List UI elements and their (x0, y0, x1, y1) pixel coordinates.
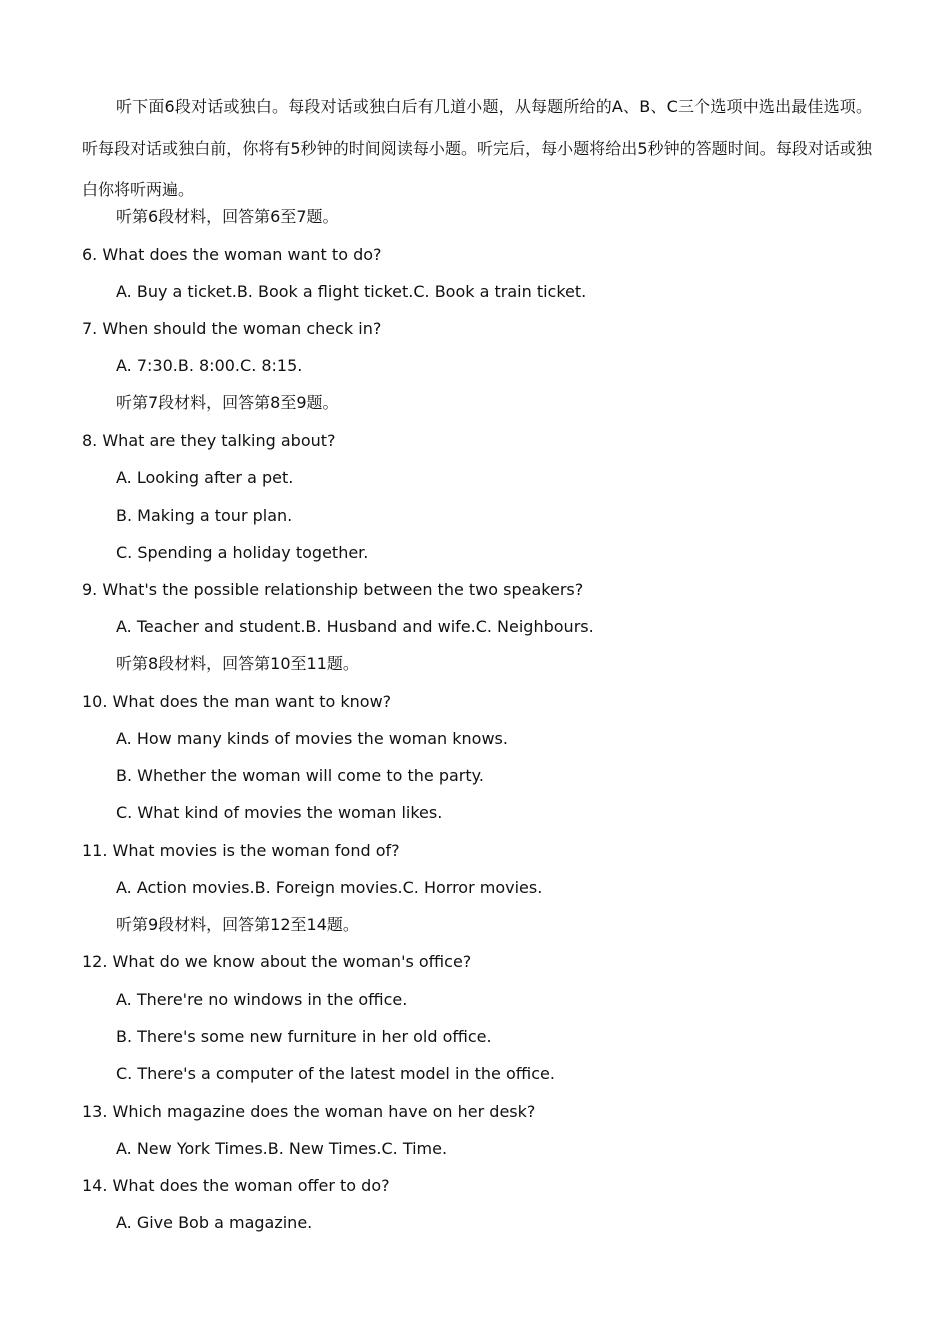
question-8: 8. What are they talking about? (82, 431, 336, 450)
options-9: A. Teacher and student.B. Husband and wife.C. Neighbours. (116, 617, 594, 636)
question-7: 7. When should the woman check in? (82, 319, 382, 338)
options-11: A. Action movies.B. Foreign movies.C. Horror movies. (116, 878, 543, 897)
options-7: A. 7:30.B. 8:00.C. 8:15. (116, 356, 303, 375)
section-heading-8: 听第8段材料，回答第10至11题。 (116, 654, 359, 673)
option-12b: B. There's some new furniture in her old office. (116, 1027, 492, 1046)
question-10: 10. What does the man want to know? (82, 692, 392, 711)
option-8a: A. Looking after a pet. (116, 468, 294, 487)
option-14a: A. Give Bob a magazine. (116, 1213, 313, 1232)
question-6: 6. What does the woman want to do? (82, 245, 382, 264)
option-10a: A. How many kinds of movies the woman knows. (116, 729, 508, 748)
option-10c: C. What kind of movies the woman likes. (116, 803, 443, 822)
question-13: 13. Which magazine does the woman have on her desk? (82, 1102, 536, 1121)
section-heading-9: 听第9段材料，回答第12至14题。 (116, 915, 359, 934)
instructions-paragraph: 听下面6段对话或独白。每段对话或独白后有几道小题，从每题所给的A、B、C三个选项中选出最佳选项。听每段对话或独白前，你将有5秒钟的时间阅读每小题。听完后，每小题将给出5秒钟的答题时间。每段对话或独白你将听两遍。 (82, 97, 872, 199)
question-11: 11. What movies is the woman fond of? (82, 841, 400, 860)
question-12: 12. What do we know about the woman's office? (82, 952, 472, 971)
section-heading-6: 听第6段材料，回答第6至7题。 (116, 207, 339, 226)
question-14: 14. What does the woman offer to do? (82, 1176, 390, 1195)
options-6: A. Buy a ticket.B. Book a flight ticket.C. Book a train ticket. (116, 282, 587, 301)
option-8b: B. Making a tour plan. (116, 506, 293, 525)
option-12a: A. There're no windows in the office. (116, 990, 408, 1009)
question-9: 9. What's the possible relationship between the two speakers? (82, 580, 584, 599)
section-heading-7: 听第7段材料，回答第8至9题。 (116, 393, 339, 412)
option-8c: C. Spending a holiday together. (116, 543, 369, 562)
option-12c: C. There's a computer of the latest model in the office. (116, 1064, 555, 1083)
options-13: A. New York Times.B. New Times.C. Time. (116, 1139, 448, 1158)
option-10b: B. Whether the woman will come to the party. (116, 766, 484, 785)
